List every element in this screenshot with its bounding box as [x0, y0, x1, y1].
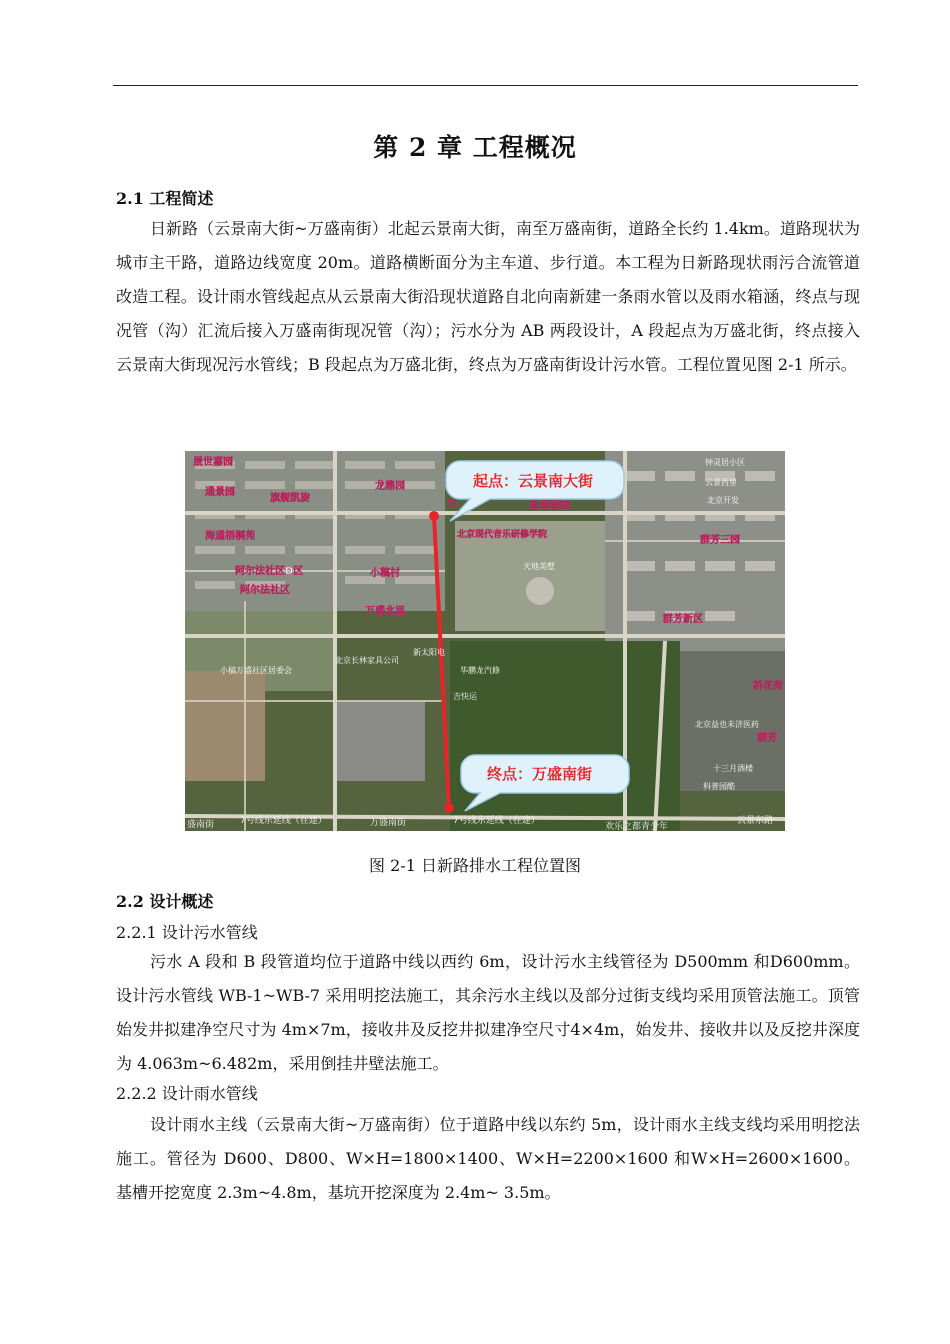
place-label: 钟灵居小区: [705, 458, 745, 467]
end-point: [444, 803, 454, 813]
place-label: 通景园: [205, 487, 235, 498]
place-label: 群芳三园: [700, 535, 740, 546]
place-label: 小稿万盛社区居委会: [220, 666, 292, 675]
start-point: [429, 511, 439, 521]
end-callout-text: 终点：万盛南街: [487, 765, 593, 783]
place-label: 新太阳电: [413, 648, 445, 657]
place-label: 阿尔法社区: [240, 585, 290, 596]
chapter-title: 第 2 章 工程概况: [373, 133, 577, 162]
section-2-2-1-paragraph: [116, 945, 860, 1081]
place-label: 阿尔法社区D区: [235, 566, 304, 577]
section-2-2-2-paragraph: [116, 1108, 860, 1210]
place-label: 云景西里: [705, 478, 737, 487]
place-label: 十三月酒楼: [713, 764, 753, 773]
section-2-2-2-heading: 2.2.2 设计雨水管线: [116, 1084, 258, 1103]
road-label: 欢乐之都青少年: [605, 822, 669, 831]
place-label: 九: [447, 499, 457, 510]
start-callout-text: 起点：云景南大街: [473, 472, 594, 490]
place-label: 晟世嘉园: [193, 457, 233, 468]
place-label: 海通梧桐苑: [205, 531, 255, 542]
section-2-1-heading: 2.1 工程简述: [116, 189, 214, 208]
paragraph-text: 设计雨水主线（云景南大街~万盛南街）位于道路中线以东约 5m，设计雨水主线支线均采用明挖法施工。管径为 D600、D800、W×H=1800×1400、W×H=2200×1600 和W×H=2600×1600。基槽开挖宽度 2.3m~4.8m，基坑开挖深度为 2.4m~ 3.5m。: [116, 1115, 860, 1202]
place-label: 万盛北里: [365, 606, 405, 617]
place-label: 旗舰凯旋: [270, 493, 310, 504]
road-label: 云景东路: [737, 816, 774, 826]
place-label: 北京开发: [707, 496, 739, 505]
paragraph-text: 日新路（云景南大街~万盛南街）北起云景南大街，南至万盛南街，道路全长约 1.4km。道路现状为城市主干路，道路边线宽度 20m。道路横断面分为主车道、步行道。本工程为日新路现状雨污合流管道改造工程。设计雨水管线起点从云景南大街沿现状道路自北向南新建一条雨水管以及雨水箱涵，终点与现况管（沟）汇流后接入万盛南街现况管（沟）；污水分为 AB 两段设计，A 段起点为万盛北街，终点接入云景南大街现况污水管线；B 段起点为万盛北街，终点为万盛南街设计污水管。工程位置见图 2-1 所示。: [116, 219, 860, 374]
place-label: 北京长林家具公司: [335, 656, 399, 665]
location-map-figure: [185, 451, 785, 831]
road-label: 万盛南街: [370, 818, 407, 828]
place-label: 北京现代音乐研修学院: [457, 530, 548, 540]
place-label: 龙鼎园: [375, 481, 405, 492]
place-label: 华鹏龙汽修: [460, 666, 500, 675]
place-label: 新翠景园: [530, 501, 570, 512]
figure-caption: 图 2-1 日新路排水工程位置图: [369, 856, 581, 875]
place-label: 桥花苑: [753, 681, 783, 692]
road-label: 7号线东延线（在建）: [240, 816, 327, 826]
road-label: 盛南街: [187, 820, 215, 830]
place-label: 科普园酷: [703, 782, 735, 791]
section-2-2-heading: 2.2 设计概述: [116, 892, 214, 911]
place-label: 天地美墅: [523, 562, 555, 571]
place-label: 群芳新区: [663, 614, 703, 625]
place-label: 群芳: [757, 733, 777, 744]
place-label: 北京益也未济医药: [695, 720, 759, 729]
road-label: 7号线东延线（在建）: [453, 816, 540, 826]
place-label: 吉快运: [453, 692, 477, 701]
place-label: 小稿村: [370, 568, 400, 579]
section-2-2-1-heading: 2.2.1 设计污水管线: [116, 923, 258, 942]
paragraph-text: 污水 A 段和 B 段管道均位于道路中线以西约 6m，设计污水主线管径为 D500mm 和D600mm。设计污水管线 WB-1~WB-7 采用明挖法施工，其余污水主线以及部分过街支线均采用顶管法施工。顶管始发井拟建净空尺寸为 4m×7m，接收井及反挖井拟建净空尺寸4×4m，始发井、接收井以及反挖井深度为 4.063m~6.482m，采用倒挂井壁法施工。: [116, 952, 860, 1073]
header-rule: [113, 85, 858, 86]
section-2-1-paragraph: [116, 212, 860, 382]
